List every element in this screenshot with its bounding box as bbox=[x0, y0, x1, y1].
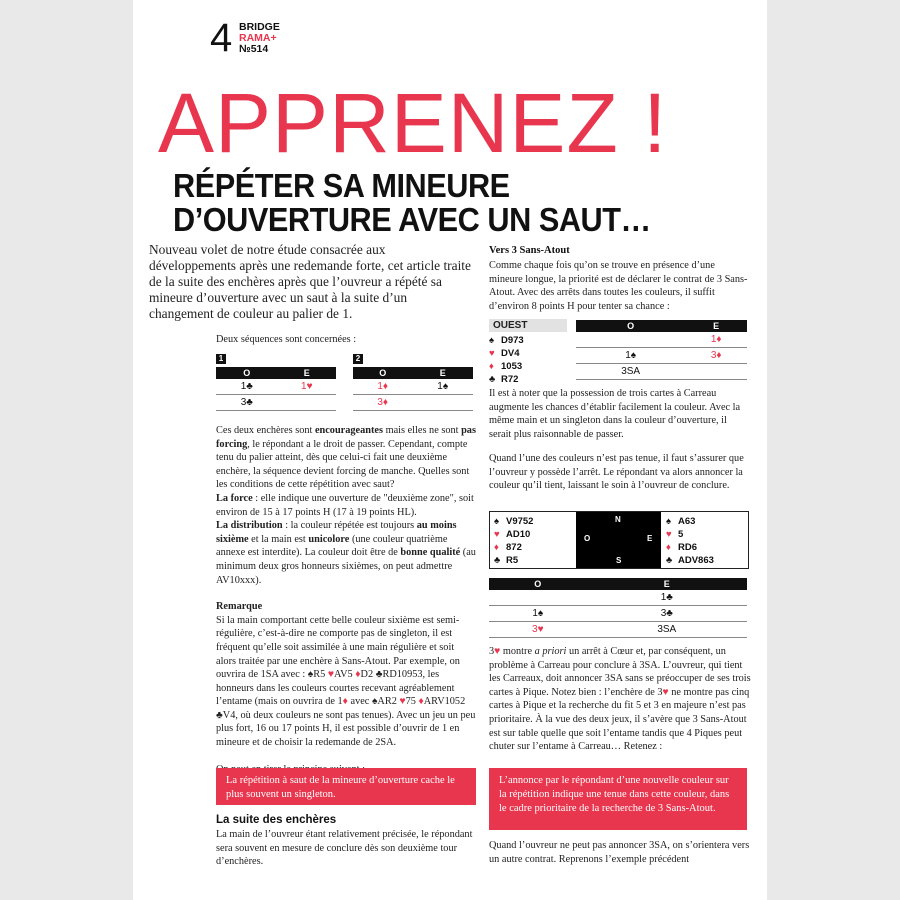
right-paragraph-4 bbox=[489, 645, 751, 754]
spade-icon: ♠ bbox=[666, 516, 672, 527]
text: Si la main comportant cette belle couleur sixième est semi-régulière, c’est-à-dire ne comporte pas de singleton, il est fréquent qu’elle soit assimilée à une main régulière et soit alors traitée par une enchère à Sans-Atout. Par exemple, on ouvrira de 1SA avec : bbox=[216, 614, 460, 681]
bid1-cell bbox=[685, 364, 747, 380]
bid2-cell: 1♣ bbox=[587, 590, 747, 606]
club-symbol: ♣ bbox=[375, 669, 383, 681]
bid1-cell bbox=[576, 332, 685, 348]
text: un arrêt à Cœur et, par conséquent, un problème à Carreau pour conclure à 3SA. L’ouvreur, qui tient les Carreaux, doit annoncer 3SA sans se préoccuper de ses trois cartes à Pique. Notez bien : l’enchère de 3 bbox=[489, 646, 751, 698]
heart-icon: ♥ bbox=[494, 529, 500, 540]
cards: RD6 bbox=[678, 542, 698, 553]
hand-row bbox=[489, 347, 567, 360]
spade-symbol: ♠ bbox=[307, 669, 314, 681]
cards: AD10 bbox=[506, 529, 531, 540]
diamond-symbol: ♦ bbox=[355, 669, 361, 681]
seq2-head-e: E bbox=[412, 367, 473, 379]
text: , le répondant a le droit de passer. Cependant, compte tenu du palier atteint, dès que celui-ci fait une deuxième enchère, la séquence devient forcing de manche. Quelles sont les conditions de cette répétition avec saut? bbox=[216, 438, 470, 491]
left-margin bbox=[0, 0, 133, 900]
text: Ces deux enchères sont bbox=[216, 425, 315, 436]
brand-logo bbox=[239, 22, 280, 55]
seq1-head-e: E bbox=[278, 367, 336, 379]
sequence1-table bbox=[216, 367, 336, 411]
heart-icon: ♥ bbox=[489, 348, 495, 359]
sequence2-table bbox=[353, 367, 473, 411]
bid2-cell: 3♥ bbox=[489, 622, 587, 638]
text: avec bbox=[347, 696, 372, 708]
seq2-bid bbox=[412, 395, 473, 411]
seq2-head-o: O bbox=[353, 367, 412, 379]
compass-south: S bbox=[616, 556, 622, 565]
compass-west: O bbox=[584, 534, 591, 543]
right-highlight-box: L’annonce par le répondant d’une nouvelle couleur sur la répétition indique une tenue dans cette couleur, dans le cadre prioritaire de la recherche de 3 Sans-Atout. bbox=[489, 768, 747, 830]
ouest-label: OUEST bbox=[489, 319, 567, 332]
cards: R5 bbox=[506, 555, 519, 566]
bid2-cell bbox=[489, 590, 587, 606]
heart-symbol: ♥ bbox=[662, 686, 669, 698]
headline-line2: D’OUVERTURE AVEC UN SAUT… bbox=[173, 201, 651, 238]
seq2-bid: 3♦ bbox=[353, 395, 412, 411]
text: , les honneurs dans les couleurs courtes recevant agréablement l’entame (mais on ouvrira de 1 bbox=[216, 669, 455, 708]
cards: 872 bbox=[506, 542, 522, 553]
right-paragraph-5: Quand l’ouvreur ne peut pas annoncer 3SA, on s’orientera vers un autre contrat. Reprenons l’exemple précédent bbox=[489, 840, 750, 865]
right-section-title: Vers 3 Sans-Atout bbox=[489, 245, 570, 256]
bold-text: bonne qualité bbox=[400, 547, 461, 559]
diamond-icon: ♦ bbox=[494, 542, 499, 553]
club-icon: ♣ bbox=[666, 555, 673, 566]
brand-line2: RAMA+ bbox=[239, 32, 277, 44]
text: et la main est bbox=[248, 533, 309, 545]
cards: D973 bbox=[501, 335, 524, 346]
left-highlight-box: La répétition à saut de la mineure d’ouverture cache le plus souvent un singleton. bbox=[216, 768, 476, 805]
cards: R72 bbox=[501, 374, 519, 385]
west-hand bbox=[494, 515, 533, 567]
headline-line1: RÉPÉTER SA MINEURE bbox=[173, 167, 510, 204]
seq2-number-wrap bbox=[353, 348, 363, 366]
remark-paragraph bbox=[216, 614, 476, 750]
bold-text: au moins sixième bbox=[216, 520, 457, 545]
cards: V9752 bbox=[506, 516, 534, 527]
hand-row bbox=[494, 554, 533, 567]
hand-row bbox=[494, 541, 533, 554]
cards: 5 bbox=[678, 529, 684, 540]
distribution-paragraph bbox=[216, 519, 476, 587]
cards: ♠AR2 bbox=[371, 696, 400, 708]
cards: DV4 bbox=[501, 348, 520, 359]
seq2-bid: 1♠ bbox=[412, 379, 473, 395]
remark-title bbox=[216, 600, 476, 614]
bold-text: La force bbox=[216, 492, 253, 504]
right-paragraph-3: Quand l’une des couleurs n’est pas tenue, il faut s’assurer que l’ouvreur y possède l’arrêt. Le répondant va alors annoncer la couleur qu’il tient, laissant le soin à l’ouvreur de conclure. bbox=[489, 453, 744, 492]
bold-text: Remarque bbox=[216, 601, 263, 613]
bid2-cell: 3♣ bbox=[587, 606, 747, 622]
suite-text: La main de l’ouvreur étant relativement précisée, le répondant sera souvent en mesure de conclure dès son deuxième tour d’enchères. bbox=[216, 829, 473, 868]
issue-number: №514 bbox=[239, 43, 269, 55]
heart-symbol: ♥ bbox=[494, 646, 501, 657]
cards: A63 bbox=[678, 516, 696, 527]
intro-paragraph: Nouveau volet de notre étude consacrée aux développements après une redemande forte, cet article traite de la suite des enchères après que l’ouvreur a répété sa mineure d’ouverture avec un saut à la suite d’un changement de couleur au palier de 1. bbox=[149, 242, 471, 321]
bold-text: pas forcing bbox=[216, 425, 476, 450]
cards: D2 bbox=[360, 669, 376, 681]
magazine-page bbox=[133, 0, 767, 900]
hand-row bbox=[489, 334, 567, 347]
hand-row bbox=[494, 515, 533, 528]
cards: R5 bbox=[313, 669, 328, 681]
cards: AV5 bbox=[334, 669, 356, 681]
bold-text: encourageantes bbox=[314, 425, 383, 436]
sequences-label: Deux séquences sont concernées : bbox=[216, 334, 357, 345]
cards: ♣V4 bbox=[216, 709, 236, 721]
italic-text: a priori bbox=[534, 646, 567, 657]
text: montre bbox=[500, 646, 535, 657]
seq1-head-o: O bbox=[216, 367, 278, 379]
suite-title: La suite des enchères bbox=[216, 814, 337, 826]
seq2-bid: 1♦ bbox=[353, 379, 412, 395]
cards: 1053 bbox=[501, 361, 523, 372]
compass-box bbox=[576, 512, 661, 568]
bid1-cell: 1♦ bbox=[685, 332, 747, 348]
cards: ARV1052 bbox=[423, 696, 466, 708]
east-hand bbox=[666, 515, 714, 567]
hand-row bbox=[666, 554, 714, 567]
diamond-symbol: ♦ bbox=[342, 696, 348, 708]
cards: ADV863 bbox=[678, 555, 714, 566]
spade-icon: ♠ bbox=[489, 335, 495, 346]
right-paragraph-2: Il est à noter que la possession de trois cartes à Carreau augmente les chances d’établir facilement la couleur. Avec la même main et un singleton dans la couleur d’ouverture, il serait plus raisonnable de passer. bbox=[489, 388, 741, 440]
seq1-number: 1 bbox=[216, 354, 226, 364]
force-paragraph bbox=[216, 492, 476, 519]
kicker-title: APPRENEZ ! bbox=[158, 76, 668, 170]
bidding-table-2 bbox=[489, 578, 747, 638]
ouest-cards bbox=[489, 334, 567, 386]
bid2-head-e: E bbox=[587, 578, 747, 590]
text: mais elles ne sont bbox=[383, 425, 462, 436]
text: , où deux couleurs ne sont pas tenues). Avec un jeu un peu plus fort, 16 ou 17 points H, il est possible d’ouvrir de 1 en mineure et de choisir la redemande de 2SA. bbox=[216, 709, 476, 749]
spade-icon: ♠ bbox=[494, 516, 500, 527]
seq1-bid: 1♥ bbox=[278, 379, 336, 395]
text: 3 bbox=[489, 646, 495, 657]
text: (une couleur quatrième annexe est interdite). La couleur doit être de bbox=[216, 533, 448, 559]
bold-text: unicolore bbox=[308, 533, 350, 545]
bid1-cell: 1♠ bbox=[576, 348, 685, 364]
seq1-bid: 1♣ bbox=[216, 379, 278, 395]
right-margin bbox=[767, 0, 900, 900]
heart-symbol: ♥ bbox=[327, 669, 334, 681]
hand-row bbox=[489, 373, 567, 386]
ouest-hand bbox=[489, 319, 567, 386]
bidding-table-1 bbox=[576, 320, 747, 380]
hand-row bbox=[666, 541, 714, 554]
hand-row bbox=[494, 528, 533, 541]
right-intro: Comme chaque fois qu’on se trouve en présence d’une mineure longue, la priorité est de déclarer le contrat de 3 Sans-Atout. Avec des arrêts dans toutes les couleurs, il suffit d’environ 8 points H pour tenter sa chance : bbox=[489, 260, 748, 312]
bold-text: La distribution bbox=[216, 520, 283, 532]
text: (au minimum deux gros honneurs sixièmes, on peut admettre AV10xxx). bbox=[216, 547, 476, 586]
bid1-head-o: O bbox=[576, 320, 685, 332]
compass-north: N bbox=[615, 515, 621, 524]
heart-icon: ♥ bbox=[666, 529, 672, 540]
cards: 75 bbox=[405, 696, 419, 708]
brand-line1: BRIDGE bbox=[239, 21, 280, 33]
diamond-icon: ♦ bbox=[489, 361, 494, 372]
bid1-cell: 3SA bbox=[576, 364, 685, 380]
cards: RD10953 bbox=[382, 669, 423, 681]
bid2-cell: 1♠ bbox=[489, 606, 587, 622]
hand-row bbox=[666, 515, 714, 528]
bid1-cell: 3♦ bbox=[685, 348, 747, 364]
diamond-icon: ♦ bbox=[666, 542, 671, 553]
seq1-number-wrap bbox=[216, 348, 226, 366]
text: ne montre pas cinq cartes à Pique et la recherche du fit 5 et 3 en majeure n’est pas prioritaire. À la vue des deux jeux, il s’avère que 3 Sans-Atout est sur table quelle que soit l’entame tandis que 4 Piques peut chuter sur l’entame à Carreau… Retenez : bbox=[489, 686, 750, 753]
deal-diagram bbox=[489, 511, 749, 569]
left-body bbox=[216, 424, 476, 776]
page-number: 4 bbox=[210, 16, 233, 60]
seq1-bid bbox=[278, 395, 336, 411]
bid1-head-e: E bbox=[685, 320, 747, 332]
club-icon: ♣ bbox=[494, 555, 501, 566]
compass-east: E bbox=[647, 534, 653, 543]
club-icon: ♣ bbox=[489, 374, 496, 385]
diamond-symbol: ♦ bbox=[418, 696, 424, 708]
encouraging-paragraph bbox=[216, 424, 476, 492]
headline bbox=[173, 169, 651, 237]
hand-row bbox=[666, 528, 714, 541]
text: : la couleur répétée est toujours bbox=[282, 520, 417, 532]
seq2-number: 2 bbox=[353, 354, 363, 364]
text: : elle indique une ouverture de "deuxième zone", soit environ de 15 à 17 points H (17 à 19 points HL). bbox=[216, 492, 474, 518]
hand-row bbox=[489, 360, 567, 373]
bid2-head-o: O bbox=[489, 578, 587, 590]
heart-symbol: ♥ bbox=[399, 696, 406, 708]
bid2-cell: 3SA bbox=[587, 622, 747, 638]
seq1-bid: 3♣ bbox=[216, 395, 278, 411]
